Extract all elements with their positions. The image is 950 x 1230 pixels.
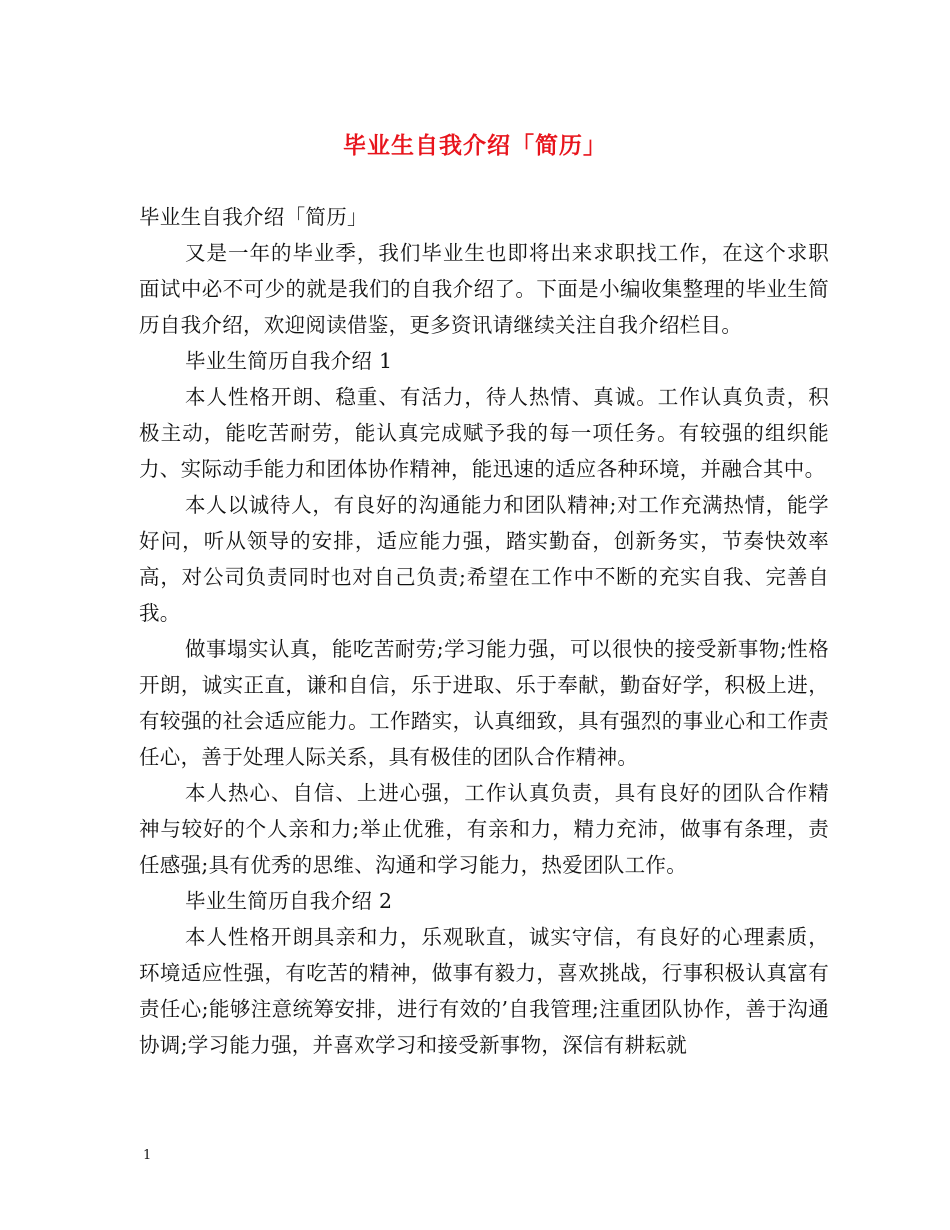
paragraph-personality: 本人性格开朗、稳重、有活力，待人热情、真诚。工作认真负责，积极主动，能吃苦耐劳，能认真完成赋予我的每一项任务。有较强的组织能力、实际动手能力和团体协作精神，能迅速的适应各种环境，并融合其中。 bbox=[139, 385, 829, 481]
section-heading-2: 毕业生简历自我介绍 2 bbox=[185, 889, 393, 913]
paragraph-diligence: 做事塌实认真，能吃苦耐劳;学习能力强，可以很快的接受新事物;性格开朗，诚实正直，谦和自信，乐于进取、乐于奉献，勤奋好学，积极上进，有较强的社会适应能力。工作踏实，认真细致，具有强烈的事业心和工作责任心，善于处理人际关系，具有极佳的团队合作精神。 bbox=[139, 637, 829, 769]
paragraph-character: 本人性格开朗具亲和力，乐观耿直，诚实守信，有良好的心理素质，环境适应性强，有吃苦的精神，做事有毅力，喜欢挑战，行事积极认真富有责任心;能够注意统筹安排，进行有效的’自我管理;注重团队协作，善于沟通协调;学习能力强，并喜欢学习和接受新事物，深信有耕耘就 bbox=[139, 925, 829, 1057]
paragraph-communication: 本人以诚待人，有良好的沟通能力和团队精神;对工作充满热情，能学好问，听从领导的安排，适应能力强，踏实勤奋，创新务实，节奏快效率高，对公司负责同时也对自己负责;希望在工作中不断的充实自我、完善自我。 bbox=[139, 493, 829, 625]
paragraph-teamwork: 本人热心、自信、上进心强，工作认真负责，具有良好的团队合作精神与较好的个人亲和力;举止优雅，有亲和力，精力充沛，做事有条理，责任感强;具有优秀的思维、沟通和学习能力，热爱团队工作。 bbox=[139, 781, 829, 877]
document-title: 毕业生自我介绍「简历」 bbox=[343, 132, 607, 159]
document-body bbox=[139, 199, 829, 1063]
section-heading-1: 毕业生简历自我介绍 1 bbox=[185, 349, 393, 373]
page-number: 1 bbox=[143, 1148, 152, 1163]
intro-paragraph: 又是一年的毕业季，我们毕业生也即将出来求职找工作，在这个求职面试中必不可少的就是我们的自我介绍了。下面是小编收集整理的毕业生简历自我介绍，欢迎阅读借鉴，更多资讯请继续关注自我介绍栏目。 bbox=[139, 241, 829, 337]
subtitle-line: 毕业生自我介绍「简历」 bbox=[139, 205, 368, 229]
